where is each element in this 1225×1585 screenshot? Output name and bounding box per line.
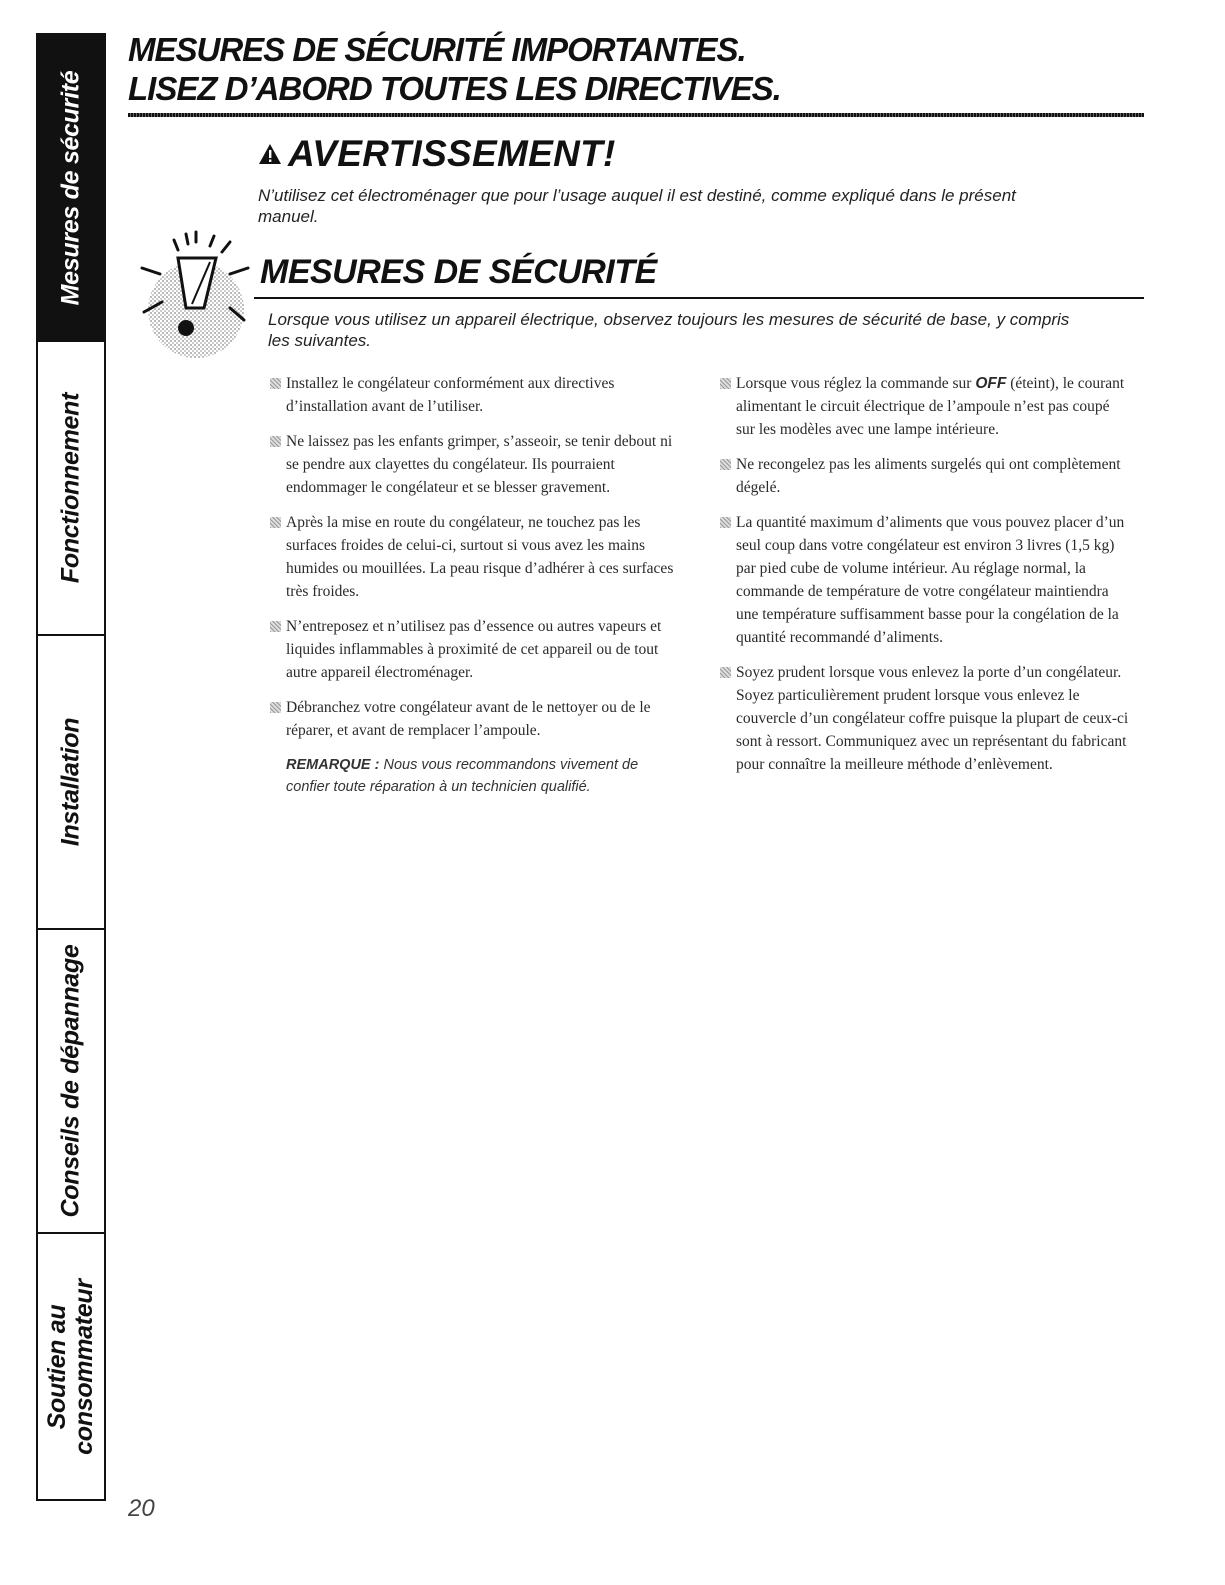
safety-divider xyxy=(254,297,1144,299)
list-item: Soyez prudent lorsque vous enlevez la porte d’un congélateur. Soyez particulièrement prudent lorsque vous enlevez le couvercle d’un congélateur coffre puisque la plupart de ceux-ci sont à ressort. Communiquez avec un représentant du fabricant pour connaître la meilleure méthode d’enlèvement. xyxy=(720,661,1130,776)
tab-label: Fonctionnement xyxy=(56,392,85,584)
tab-installation[interactable] xyxy=(38,636,104,930)
bullet-icon xyxy=(270,702,281,713)
side-tab-navigation xyxy=(36,33,106,1501)
tab-label: Conseils de dépannage xyxy=(56,944,85,1218)
header-divider xyxy=(128,113,1144,117)
bullet-icon xyxy=(270,621,281,632)
note-label: REMARQUE : xyxy=(286,757,380,773)
tab-label: Soutien au consommateur xyxy=(43,1278,98,1455)
list-item: Ne recongelez pas les aliments surgelés qui ont complètement dégelé. xyxy=(720,453,1130,499)
note-text: Nous vous recommandons vivement de confier toute réparation à un technicien qualifié. xyxy=(286,757,639,795)
warning-heading xyxy=(258,132,616,176)
right-column xyxy=(720,372,1130,788)
bullet-icon xyxy=(270,517,281,528)
safety-heading: MESURES DE SÉCURITÉ xyxy=(260,253,657,291)
warning-title: AVERTISSEMENT! xyxy=(288,133,616,174)
list-item: Après la mise en route du congélateur, ne touchez pas les surfaces froides de celui-ci, surtout si vous avez les mains humides ou mouillées. La peau risque d’adhérer à ces surfaces très froides. xyxy=(270,511,680,603)
list-item: Ne laissez pas les enfants grimper, s’asseoir, se tenir debout ni se pendre aux clayettes du congélateur. Ils pourraient endommager le congélateur et se blesser gravement. xyxy=(270,430,680,499)
tab-label: Installation xyxy=(56,717,85,847)
bullet-icon xyxy=(720,667,731,678)
page-title xyxy=(128,30,1148,108)
tab-mesures-de-securite[interactable] xyxy=(38,35,104,342)
bullet-icon xyxy=(270,378,281,389)
bullet-icon xyxy=(720,517,731,528)
list-item: Débranchez votre congélateur avant de le nettoyer ou de le réparer, et avant de remplacer l’ampoule. xyxy=(270,696,680,742)
tab-soutien-au-consommateur[interactable] xyxy=(38,1234,104,1499)
list-item: Installez le congélateur conformément aux directives d’installation avant de l’utiliser. xyxy=(270,372,680,418)
list-item: Lorsque vous réglez la commande sur OFF (éteint), le courant alimentant le circuit électrique de l’ampoule n’est pas coupé sur les modèles avec une lampe intérieure. xyxy=(720,372,1130,441)
bullet-icon xyxy=(720,459,731,470)
list-item: N’entreposez et n’utilisez pas d’essence ou autres vapeurs et liquides inflammables à proximité de cet appareil ou de tout autre appareil électroménager. xyxy=(270,615,680,684)
page-number: 20 xyxy=(128,1495,155,1522)
title-line-1: MESURES DE SÉCURITÉ IMPORTANTES. xyxy=(128,31,746,68)
warning-text: N’utilisez cet électroménager que pour l’usage auquel il est destiné, comme expliqué dans le présent manuel. xyxy=(258,186,1016,226)
title-line-2: LISEZ D’ABORD TOUTES LES DIRECTIVES. xyxy=(128,70,781,107)
list-item: La quantité maximum d’aliments que vous pouvez placer d’un seul coup dans votre congélateur est environ 3 livres (1,5 kg) par pied cube de volume intérieur. Au réglage normal, la commande de température de votre congélateur maintiendra une température suffisamment basse pour la congélation de la quantité recommandé d’aliments. xyxy=(720,511,1130,649)
bullet-icon xyxy=(720,378,731,389)
note xyxy=(270,754,680,798)
bullet-icon xyxy=(270,436,281,447)
warning-triangle-icon xyxy=(258,143,282,165)
off-label: OFF xyxy=(975,375,1007,392)
safety-intro: Lorsque vous utilisez un appareil électrique, observez toujours les mesures de sécurité de base, y compris les suivantes. xyxy=(268,310,1070,350)
left-column xyxy=(270,372,680,798)
safety-hand-icon xyxy=(134,228,258,358)
tab-label: Mesures de sécurité xyxy=(56,70,85,305)
tab-conseils-de-depannage[interactable] xyxy=(38,930,104,1234)
tab-fonctionnement[interactable] xyxy=(38,342,104,636)
